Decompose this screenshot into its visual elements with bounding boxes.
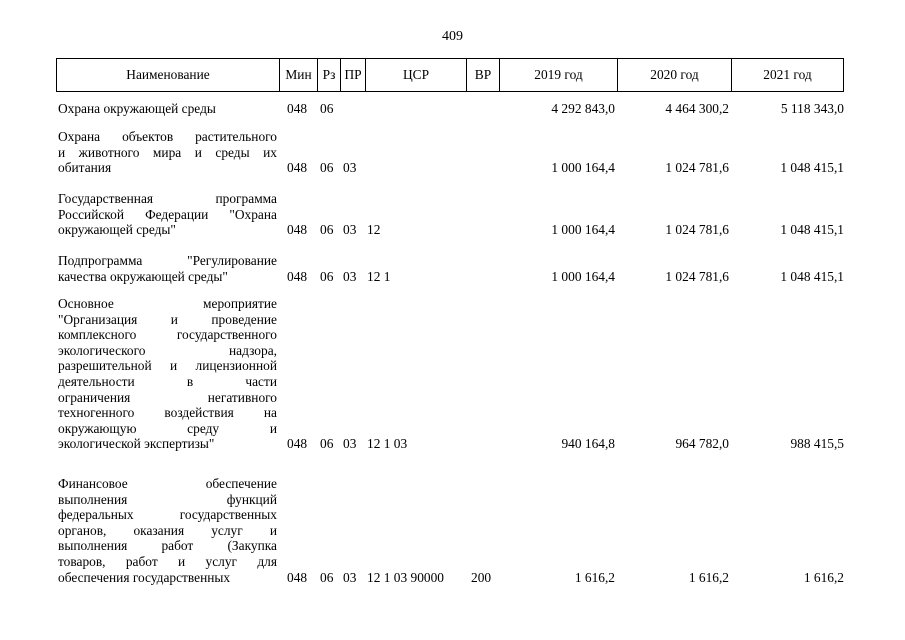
header-name: Наименование [126,67,210,82]
row-name [58,101,277,117]
row-name-line: обитания [58,160,112,176]
row-name-line: Государственная программа [58,191,277,206]
header-rz: Рз [317,59,340,91]
row-min: 048 [287,222,308,238]
row-name [58,253,277,284]
row-value-2020: 1 024 781,6 [665,222,729,238]
row-value-2020: 4 464 300,2 [665,101,729,116]
row-name [58,129,277,176]
header-2020: 2020 год [617,59,731,91]
row-name-line: ограничения негативного [58,389,277,405]
row-value-2019: 4 292 843,0 [551,101,615,116]
row-vr: 200 [471,569,492,585]
row-rz: 06 [320,436,334,452]
row-value-2021: 1 048 415,1 [780,268,844,284]
row-pr: 03 [343,268,357,284]
row-name-line: экологического надзора, [58,342,277,358]
page-number: 409 [442,29,463,44]
row-value-2020: 1 024 781,6 [665,160,729,176]
row-pr: 03 [343,436,357,452]
row-value-2021: 1 048 415,1 [780,160,844,176]
row-csr: 12 1 03 90000 [367,569,444,585]
row-min: 048 [287,569,308,585]
header-2019: 2019 год [499,59,617,91]
row-value-2021: 1 616,2 [803,569,844,585]
row-name-line: качества окружающей среды" [58,268,228,284]
row-value-2019: 1 616,2 [574,569,615,585]
row-csr: 12 [367,222,381,238]
row-value-2020: 1 616,2 [688,569,729,585]
row-value-2019: 1 000 164,4 [551,160,615,176]
header-pr: ПР [340,59,365,91]
table-header [56,58,844,92]
row-pr: 03 [343,222,357,238]
row-value-2019: 1 000 164,4 [551,268,615,284]
row-rz: 06 [320,569,334,585]
row-name-line: Финансовое обеспечение [58,476,277,491]
row-name-line: товаров, работ и услуг для [58,553,277,569]
row-rz: 06 [320,160,334,176]
row-name-line: окружающую среду и [58,420,277,436]
row-rz: 06 [320,268,334,284]
row-pr: 03 [343,160,357,176]
row-min: 048 [287,268,308,284]
row-rz: 06 [320,222,334,238]
row-name-line: выполнения функций [58,491,277,507]
row-name-line: экологической экспертизы" [58,436,215,452]
header-vr: ВР [466,59,499,91]
row-name-line: Основное мероприятие [58,296,277,311]
row-name-line: техногенного воздействия на [58,405,277,421]
row-csr: 12 1 03 [367,436,408,452]
row-name [58,191,277,238]
row-value-2019: 1 000 164,4 [551,222,615,238]
header-csr: ЦСР [365,59,466,91]
row-value-2019: 940 164,8 [561,436,615,452]
row-pr: 03 [343,569,357,585]
row-name [58,296,277,452]
row-name-line: Охрана окружающей среды [58,101,216,116]
row-name-line: выполнения работ (Закупка [58,538,277,554]
row-min: 048 [287,101,308,116]
row-name-line: обеспечения государственных [58,569,231,585]
row-name [58,476,277,585]
row-value-2021: 988 415,5 [790,436,844,452]
row-name-line: комплексного государственного [58,327,277,343]
row-name-line: федеральных государственных [58,507,277,523]
row-rz: 06 [320,101,334,116]
row-name-line: Подпрограмма "Регулирование [58,253,277,268]
row-name-line: деятельности в части [58,373,277,389]
row-value-2021: 5 118 343,0 [780,101,844,116]
header-2021: 2021 год [731,59,843,91]
header-min: Мин [279,59,317,91]
row-min: 048 [287,160,308,176]
row-name-line: Российской Федерации "Охрана [58,206,277,222]
row-name-line: и животного мира и среды их [58,144,277,160]
row-name-line: окружающей среды" [58,222,176,238]
row-name-line: Охрана объектов растительного [58,129,277,144]
row-value-2020: 964 782,0 [675,436,729,452]
row-csr: 12 1 [367,268,391,284]
row-min: 048 [287,436,308,452]
row-name-line: разрешительной и лицензионной [58,358,277,374]
row-name-line: органов, оказания услуг и [58,522,277,538]
row-value-2020: 1 024 781,6 [665,268,729,284]
row-value-2021: 1 048 415,1 [780,222,844,238]
row-name-line: "Организация и проведение [58,311,277,327]
